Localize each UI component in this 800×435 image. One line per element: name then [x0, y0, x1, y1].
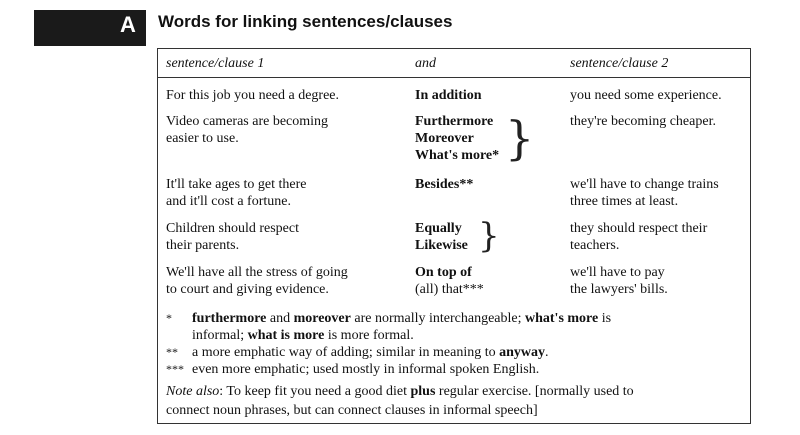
- row-5-clause-2-line-1: we'll have to pay: [570, 265, 665, 280]
- footnote-1-term-whats-more: what's more: [525, 311, 599, 326]
- row-2-linker-3: What's more*: [415, 148, 500, 163]
- row-3-clause-1-line-2: and it'll cost a fortune.: [166, 194, 291, 209]
- row-1-clause-2: you need some experience.: [570, 88, 722, 103]
- header-clause-1: sentence/clause 1: [166, 56, 265, 71]
- row-3-linker: Besides**: [415, 177, 474, 192]
- note-also-line-2: connect noun phrases, but can connect clauses in informal speech]: [166, 403, 538, 418]
- row-1-clause-1: For this job you need a degree.: [166, 88, 340, 103]
- row-1-linker: In addition: [415, 88, 482, 103]
- footnote-3-mark: ***: [166, 362, 184, 376]
- row-2-clause-1-line-1: Video cameras are becoming: [166, 114, 329, 129]
- footnote-1-mark: *: [166, 311, 172, 325]
- row-2-clause-1-line-2: easier to use.: [166, 131, 239, 146]
- row-5-clause-1-line-2: to court and giving evidence.: [166, 282, 329, 297]
- footnote-1-term-furthermore: furthermore: [192, 311, 267, 326]
- footnote-2-mark: **: [166, 345, 178, 359]
- footnote-1: * furthermore and moreover are normally interchangeable; what's more is: [166, 311, 612, 326]
- page-title: Words for linking sentences/clauses: [158, 12, 453, 31]
- footnote-1-term-moreover: moreover: [293, 311, 351, 326]
- row-4-brace: }: [478, 216, 500, 256]
- row-4-clause-1-line-2: their parents.: [166, 238, 240, 253]
- row-3-clause-2-line-2: three times at least.: [570, 194, 679, 209]
- note-label: Note also: [166, 384, 220, 399]
- row-2-brace: }: [505, 111, 535, 165]
- row-3-clause-1-line-1: It'll take ages to get there: [166, 177, 307, 192]
- section-letter: A: [120, 12, 136, 37]
- row-5-clause-1-line-1: We'll have all the stress of going: [166, 265, 348, 280]
- header-and: and: [415, 56, 436, 71]
- footnote-1-term-what-is-more: what is more: [247, 328, 325, 343]
- row-5-linker-2: (all) that***: [415, 282, 484, 297]
- row-5-linker-1: On top of: [415, 265, 472, 280]
- footnote-2: ** a more emphatic way of adding; similar in meaning to anyway.: [166, 345, 549, 360]
- row-4-linker-1: Equally: [415, 221, 462, 236]
- row-2-clause-2: they're becoming cheaper.: [570, 114, 716, 129]
- row-4-clause-2-line-2: teachers.: [570, 238, 620, 253]
- row-2-linker-2: Moreover: [415, 131, 474, 146]
- note-term-plus: plus: [410, 384, 436, 399]
- linking-words-table: [157, 48, 751, 424]
- row-5-clause-2-line-2: the lawyers' bills.: [570, 282, 668, 297]
- footnote-3: *** even more emphatic; used mostly in informal spoken English.: [166, 362, 540, 377]
- row-3-clause-2-line-1: we'll have to change trains: [570, 177, 719, 192]
- row-4-clause-1-line-1: Children should respect: [166, 221, 299, 236]
- footnote-2-term-anyway: anyway: [499, 345, 546, 360]
- note-also: Note also: To keep fit you need a good diet plus regular exercise. [normally used to: [166, 384, 634, 399]
- header-divider: [158, 77, 750, 78]
- row-4-linker-2: Likewise: [415, 238, 468, 253]
- header-clause-2: sentence/clause 2: [570, 56, 669, 71]
- row-2-linker-1: Furthermore: [415, 114, 494, 129]
- row-4-clause-2-line-1: they should respect their: [570, 221, 708, 236]
- footnote-1-line-2: informal; what is more is more formal.: [192, 328, 414, 343]
